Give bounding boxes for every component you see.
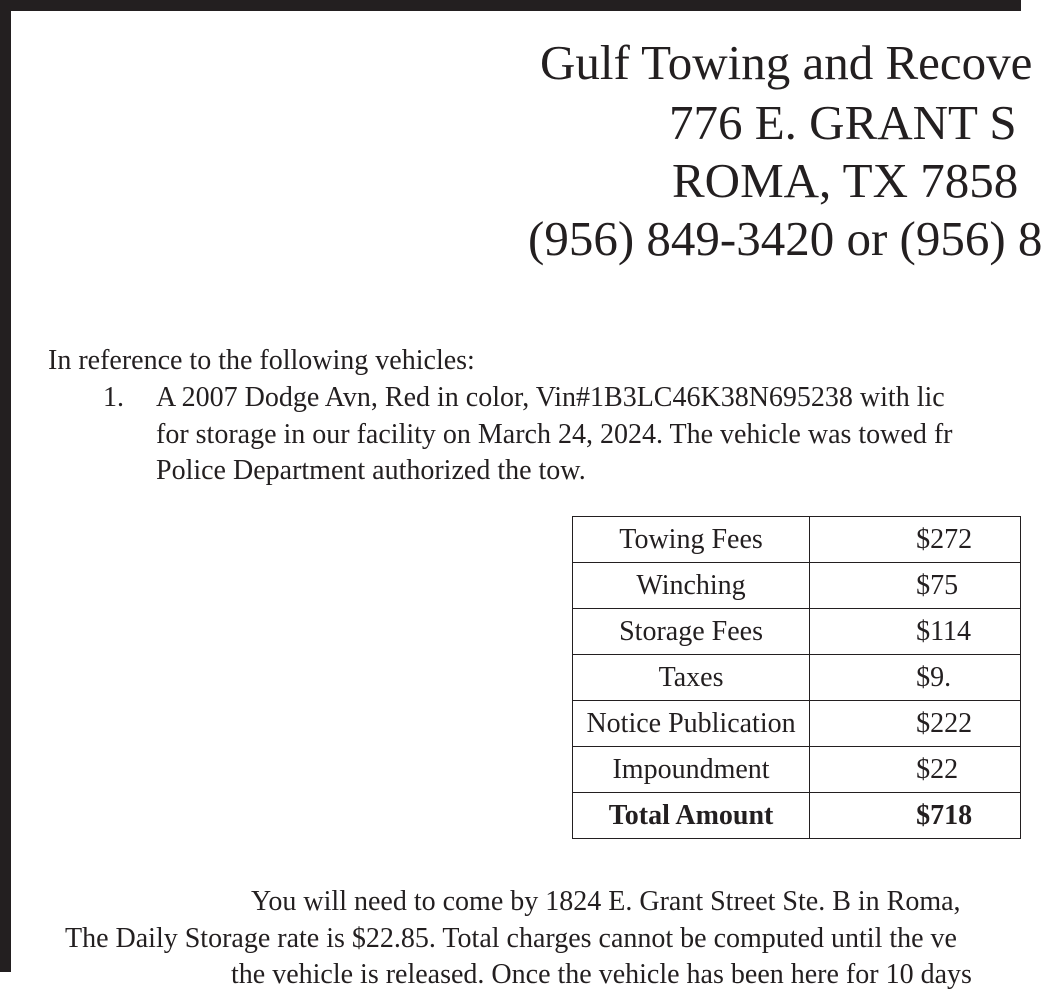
vehicle-description-line-1: A 2007 Dodge Avn, Red in color, Vin#1B3LC46K38N695238 with lic <box>156 382 945 413</box>
fee-amount: $114 <box>810 609 1021 655</box>
table-row <box>573 701 1021 747</box>
table-row <box>573 655 1021 701</box>
fee-label: Taxes <box>573 655 810 701</box>
vehicle-description-line-2: for storage in our facility on March 24, 2024. The vehicle was towed fr <box>156 419 953 450</box>
total-label: Total Amount <box>573 793 810 839</box>
fee-label: Impoundment <box>573 747 810 793</box>
company-city: ROMA, TX 7858 <box>672 153 1019 208</box>
instructions-line-3: the vehicle is released. Once the vehicle has been here for 10 days <box>231 959 972 990</box>
table-row <box>573 747 1021 793</box>
table-row <box>573 517 1021 563</box>
reference-line: In reference to the following vehicles: <box>48 345 475 376</box>
list-item-number: 1. <box>103 382 124 413</box>
fee-amount: $272 <box>810 517 1021 563</box>
scan-border-top <box>0 0 1021 11</box>
company-street: 776 E. GRANT S <box>669 95 1017 150</box>
fee-label: Notice Publication <box>573 701 810 747</box>
fee-amount: $75 <box>810 563 1021 609</box>
instructions-line-2: The Daily Storage rate is $22.85. Total charges cannot be computed until the ve <box>65 923 957 954</box>
fee-amount: $222 <box>810 701 1021 747</box>
company-phone: (956) 849-3420 or (956) 8 <box>528 211 1042 266</box>
total-amount: $718 <box>810 793 1021 839</box>
fees-table <box>572 516 1021 839</box>
instructions-line-1: You will need to come by 1824 E. Grant Street Ste. B in Roma, <box>251 886 961 917</box>
vehicle-description-line-3: Police Department authorized the tow. <box>156 455 586 486</box>
company-name: Gulf Towing and Recove <box>540 35 1033 90</box>
scan-border-left <box>0 0 11 972</box>
fee-amount: $9. <box>810 655 1021 701</box>
fee-label: Storage Fees <box>573 609 810 655</box>
fee-label: Towing Fees <box>573 517 810 563</box>
fee-label: Winching <box>573 563 810 609</box>
fee-amount: $22 <box>810 747 1021 793</box>
total-row <box>573 793 1021 839</box>
table-row <box>573 563 1021 609</box>
letter-body <box>11 11 1042 990</box>
table-row <box>573 609 1021 655</box>
